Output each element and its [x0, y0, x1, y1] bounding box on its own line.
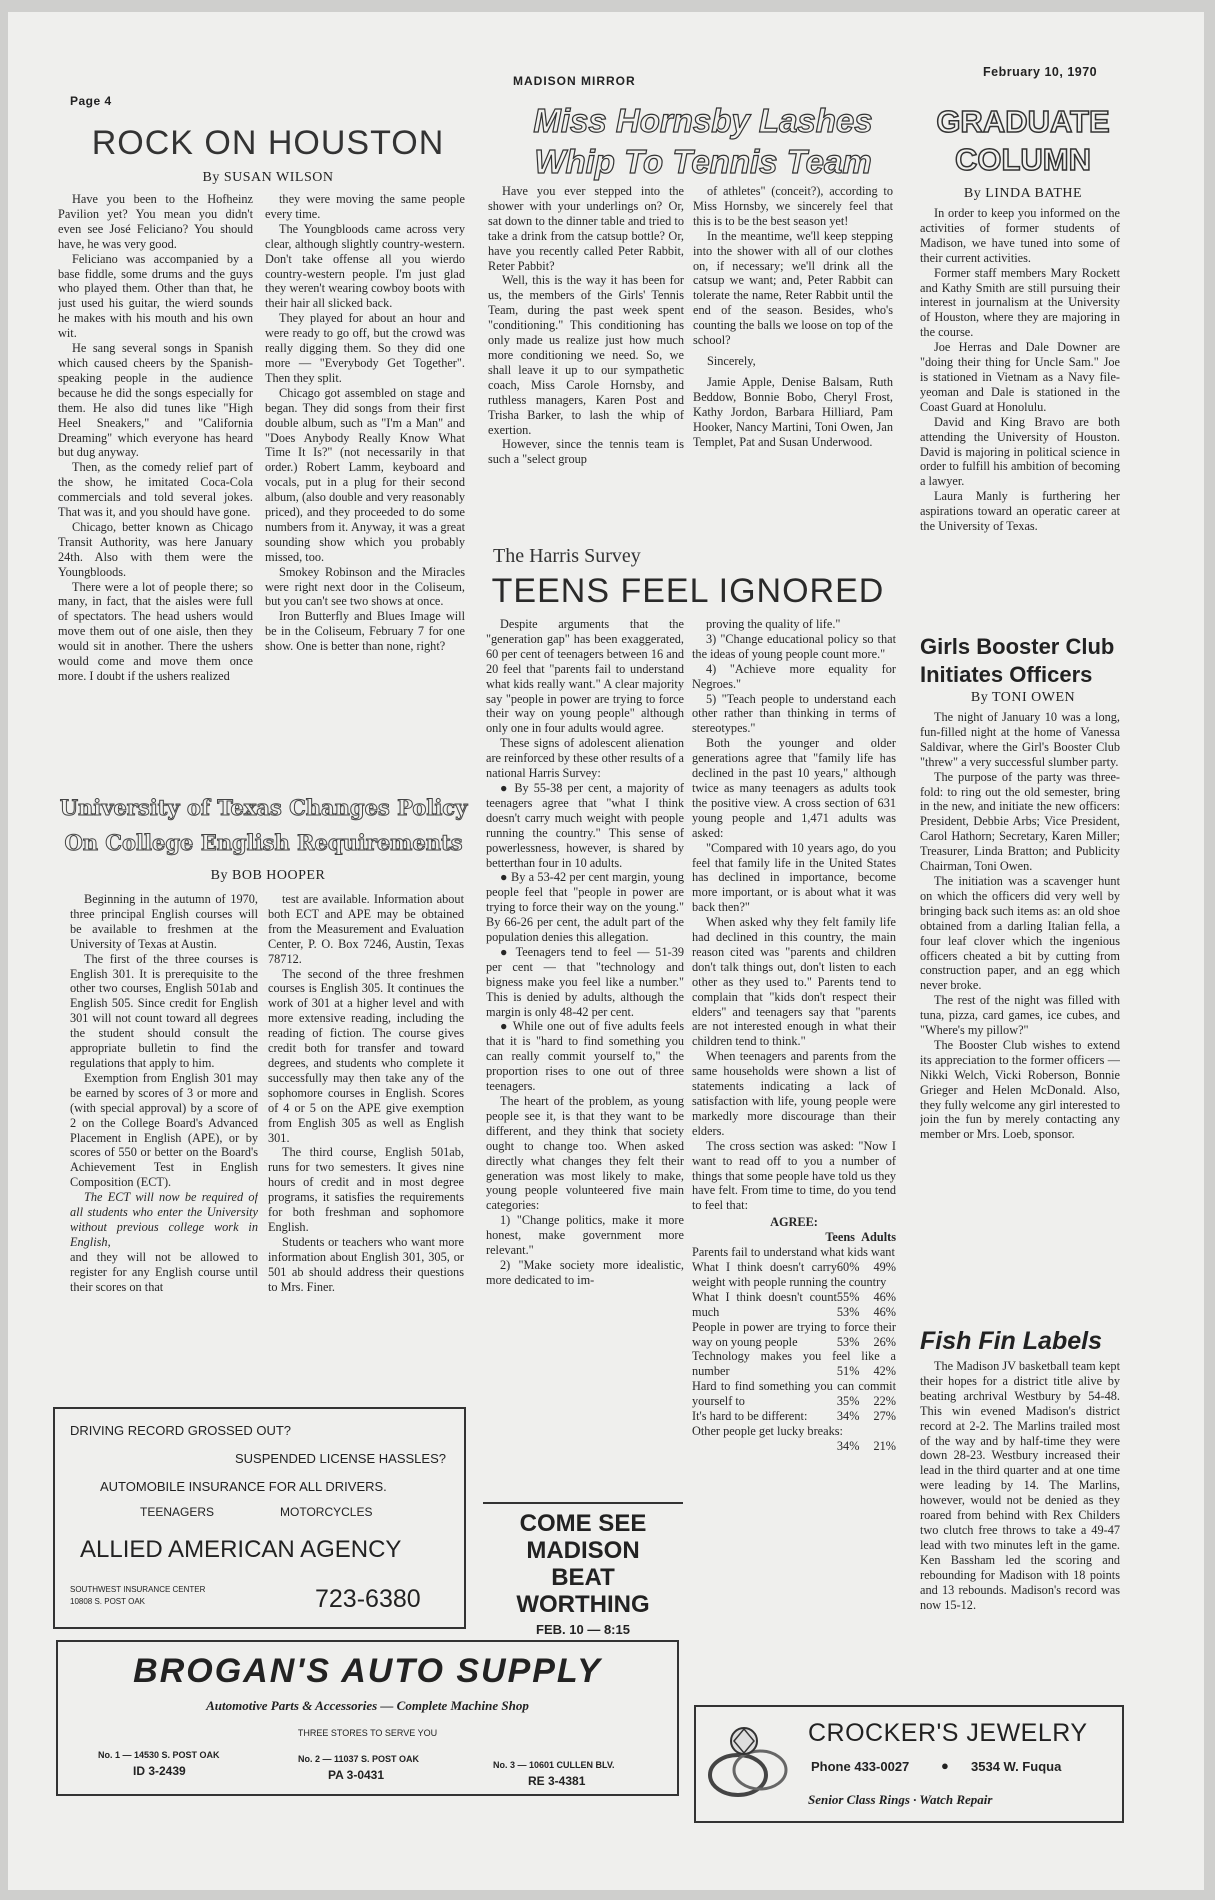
brogans-store-3: No. 3 — 10601 CULLEN BLV. — [493, 1760, 615, 1770]
harris-headline: TEENS FEEL IGNORED — [491, 572, 885, 610]
paragraph: 2) "Make society more idealistic, more dedicated to im- — [486, 1257, 684, 1287]
rock-column-1 — [58, 192, 253, 779]
survey-item: Parents fail to understand what kids want — [692, 1245, 895, 1260]
paragraph: The Booster Club wishes to extend its appreciation to the former officers — Nikki Welch, Vicki Roberson, Bonnie Grieger and Helen McDonald. Also, they fully welcome any girl interested to join the fun by merely contacting any member or Mrs. Loeb, sponsor. — [920, 1037, 1120, 1142]
paragraph: The first of the three courses is English 301. It is prerequisite to the other two courses, English 501ab and English 505. Since credit for English 301 will not count toward all degrees the student should consult the appropriate bulletin to find the regulations that apply to him. — [70, 951, 258, 1070]
beat-date: FEB. 10 — 8:15 — [536, 1622, 630, 1637]
survey-row — [692, 1379, 896, 1409]
paragraph: The rest of the night was filled with tuna, pizza, card games, ice cubes, and "Where's my pillow?" — [920, 993, 1120, 1038]
paragraph: Iron Butterfly and Blues Image will be in the Coliseum, February 7 for one show. One is better than none, right? — [265, 609, 465, 654]
survey-values — [837, 1409, 896, 1424]
paragraph: ● By 55-38 per cent, a majority of teenagers agree that "what I think doesn't carry much weight with people running the country." This sense of powerlessness, however, is shared by betterthan four in 10 adults. — [486, 780, 684, 870]
girls-headline-line1: Girls Booster Club — [920, 634, 1115, 659]
survey-adults-value: 49% — [873, 1259, 896, 1274]
survey-teens-value: 35% — [836, 1394, 860, 1409]
rock-column-2 — [265, 192, 465, 779]
tennis-signers: Jamie Apple, Denise Balsam, Ruth Beddow, Bonnie Bobo, Cheryl Frost, Kathy Jordon, Barbara Hilliard, Pam Hooker, Nancy Martini, Toni Owen, Jan Templet, Pat and Susan Underwood. — [693, 374, 893, 449]
beat-line-1: COME SEE — [519, 1510, 647, 1537]
allied-line-4b: MOTORCYCLES — [280, 1505, 373, 1519]
survey-values — [837, 1439, 896, 1454]
paragraph: They played for about an hour and were ready to go off, but the crowd was really digging them. So they did one more — "Everybody Get Together". Then they split. — [265, 311, 465, 385]
brogans-stores: THREE STORES TO SERVE YOU — [297, 1728, 438, 1738]
paragraph: The cross section was asked: "Now I want to read off to you a number of things that some people have told us they have felt. From time to time, do you tend to feel that: — [692, 1138, 896, 1213]
survey-values — [837, 1335, 896, 1350]
paragraph: The initiation was a scavenger hunt on which the officers did very well by bringing back such items as: an old shoe obtained from a darling Italian fella, a four leaf clover which the ingenious officers cheated a bit by cutting from construction paper, and an egg which never broke. — [920, 873, 1120, 993]
paragraph: David and King Bravo are both attending the University of Houston. David is majoring in political science in order to fulfill his ambition of becoming a lawyer. — [920, 414, 1120, 489]
ring-icon — [702, 1715, 794, 1815]
harris-table — [692, 1230, 896, 1453]
tennis-column-1 — [488, 184, 684, 529]
tennis-headline-line1: Miss Hornsby Lashes — [533, 102, 873, 139]
fish-headline: Fish Fin Labels — [920, 1327, 1102, 1355]
survey-row — [692, 1409, 896, 1424]
crockers-phone: Phone 433-0027 — [811, 1759, 910, 1774]
allied-address-2: 10808 S. POST OAK — [70, 1597, 146, 1606]
paragraph: Both the younger and older generations agree that "family life has declined in the past 10 years," although twice as many teenagers as adults took the positive view. A cross section of 631 young people and 1,471 adults was asked: — [692, 736, 896, 840]
paragraph: Laura Manly is furthering her aspirations toward an operatic career at the University of Texas. — [920, 489, 1120, 534]
ut-italic-note: The ECT will now be required of all students who enter the University without previous college work in English, — [70, 1190, 258, 1249]
brogans-store-2-phone: PA 3-0431 — [328, 1768, 385, 1782]
allied-agency-ad — [53, 1407, 466, 1629]
allied-line-3: AUTOMOBILE INSURANCE FOR ALL DRIVERS. — [100, 1479, 387, 1494]
newspaper-page — [8, 12, 1204, 1890]
brogans-tagline: Automotive Parts & Accessories — Complete Machine Shop — [206, 1698, 529, 1713]
survey-adults-value: 21% — [873, 1438, 896, 1453]
harris-column-1 — [486, 617, 684, 1492]
survey-teens-value: 34% — [836, 1438, 860, 1453]
paragraph: The purpose of the party was three-fold: to ring out the old semester, bring in the new, and initiate the new officers: President, Debbie Arbs; Vice President, Carol Hathorn; Secretary, Karen Miller; Treasurer, Linda Bratton; and Publicity Chairman, Toni Owen. — [920, 769, 1120, 874]
paragraph: There were a lot of people there; so many, in fact, that the aisles were full of spectators. The head ushers would move them out of one aisle, then they would sit in another. There the ushers would come and move them once more. I doubt if the ushers realized — [58, 579, 253, 683]
paragraph: The third course, English 501ab, runs for two semesters. It gives nine hours of credit and in most degree programs, it satisfies the requirements for both freshman and sophomore English. — [268, 1145, 464, 1234]
survey-adults-value: 27% — [873, 1409, 896, 1424]
girls-byline: By TONI OWEN — [970, 690, 1076, 705]
paragraph: Beginning in the autumn of 1970, three principal English courses will be available to freshmen at the University of Texas at Austin. — [70, 892, 258, 951]
ut-headline-line2: On College English Requirements — [64, 830, 463, 855]
survey-teens-value: 53% — [836, 1304, 860, 1319]
paragraph: Smokey Robinson and the Miracles were right next door in the Coliseum, but you can't see two shows at once. — [265, 564, 465, 609]
survey-adults-value: 22% — [873, 1394, 896, 1409]
survey-teens-value: 34% — [836, 1409, 860, 1424]
tennis-sincerely: Sincerely, — [707, 353, 756, 368]
crockers-name: CROCKER'S JEWELRY — [808, 1719, 1088, 1747]
ut-byline: By BOB HOOPER — [210, 868, 326, 883]
survey-teens-value: 60% — [836, 1259, 860, 1274]
paragraph: "Compared with 10 years ago, do you feel that family life in the United States has declined in importance, become more important, or is about what it was back then?" — [692, 840, 896, 915]
survey-row — [692, 1349, 896, 1379]
paragraph: When teenagers and parents from the same households were shown a list of statements indicating a lack of satisfaction with life, young people were markedly more discourage than their elders. — [692, 1049, 896, 1138]
paragraph: ● Teenagers tend to feel — 51-39 per cent — that "technology and bigness make you feel like a number." This is denied by adults, although the margin is only 48-42 per cent. — [486, 944, 684, 1019]
beat-worthing-ad — [483, 1502, 683, 1642]
crockers-jewelry-ad — [694, 1705, 1124, 1823]
survey-item: Other people get lucky breaks: — [692, 1423, 843, 1438]
paragraph: Chicago got assembled on stage and began. They did songs from their first double album, such as "I'm a Man" and "Does Anybody Really Know What Time It Is?" (not necessarily in that order.) Robert Lamm, keyboard and vocals, put in a plug for their second album, (also double and very reasonably priced), and they proceeded to do some numbers from it. Anyway, it was a great sounding show which you probably missed, too. — [265, 385, 465, 564]
paragraph: 1) "Change politics, make it more honest, make government more relevant." — [486, 1213, 684, 1258]
beat-line-2: MADISON — [526, 1537, 640, 1564]
ut-column-1-end: and they will not be allowed to register for any English course until their scores on that — [70, 1249, 258, 1294]
paragraph: Joe Herras and Dale Downer are "doing their thing for Uncle Sam." Joe is stationed in Vietnam as a Navy file-yeoman and Dale is stationed in the Coast Guard at Honolulu. — [920, 340, 1120, 414]
paragraph: In the meantime, we'll keep stepping into the shower with all of our clothes on, if necessary; we'll drink all the catsup we want; and, Peter Rabbit can tolerate the name, Reter Rabbit until the end of the season. Besides, who's counting the balls we loose on top of the school? — [693, 228, 893, 348]
survey-row — [692, 1290, 896, 1320]
paragraph: 5) "Teach people to understand each other rather than thinking in terms of stereotypes." — [692, 691, 896, 736]
ut-column-2 — [268, 892, 464, 1400]
survey-teens-value: 51% — [836, 1364, 860, 1379]
girls-body — [920, 710, 1120, 1318]
rock-byline: By SUSAN WILSON — [202, 170, 334, 185]
survey-row — [692, 1423, 896, 1453]
paragraph: Then, as the comedy relief part of the show, he imitated Coca-Cola commercials and told several jokes. That was it, and you should have gone. — [58, 460, 253, 520]
paragraph: ● While one out of five adults feels that it is "hard to find something you can really commit yourself to," the proportion rises to one out of three teenagers. — [486, 1019, 684, 1094]
allied-address-1: SOUTHWEST INSURANCE CENTER — [70, 1585, 206, 1594]
paragraph: Exemption from English 301 may be earned by scores of 3 or more and (with special approval) by a score of 2 on the College Board's Advanced Placement in English (APE), or by scores of 550 or better on the Board's Achievement Test in English Composition (ECT). — [70, 1070, 258, 1190]
girls-headline-line2: Initiates Officers — [920, 662, 1093, 687]
paragraph: The Madison JV basketball team kept their hopes for a district title alive by beating archrival Westbury by 54-48. This win evened Madison's district record at 2-2. The Marlins trailed most of the way and by half-time they were down 28-23. Westbury increased their lead in the third quarter and at one time were leading by 14. The Marlins, however, would not be denied as they roared from behind with Rex Childers two clutch free throws to take a 49-47 lead with two minutes left in the game. Ken Bassham led the scoring and rebounding for Madison with 18 points and 13 rebounds. Madison's record was now 15-12. — [920, 1359, 1120, 1612]
survey-adults-value: 46% — [873, 1304, 896, 1319]
paragraph: Former staff members Mary Rockett and Kathy Smith are still pursuing their interest in journalism at the University of Houston, where they are majoring in the course. — [920, 265, 1120, 340]
paragraph: proving the quality of life." — [706, 617, 841, 631]
tennis-column-2 — [693, 184, 893, 529]
survey-item: People in power are trying to force their way on young people — [692, 1319, 896, 1349]
paragraph: However, since the tennis team is such a "select group — [488, 437, 684, 467]
paragraph: He sang several songs in Spanish which caused cheers by the Spanish-speaking people in the audience because he did the songs especially for them. He also did tunes like "High Heel Sneakers," and "California Dreaming" which everyone has heard but dug anyway. — [58, 341, 253, 460]
survey-teens-value: 55% — [836, 1289, 860, 1304]
harris-adults-header: Adults — [861, 1230, 896, 1245]
paragraph: Chicago, better known as Chicago Transit Authority, was here January 24th. Also with them were the Youngbloods. — [58, 519, 253, 579]
harris-agree: AGREE: — [770, 1215, 818, 1230]
harris-table-header — [692, 1230, 896, 1245]
survey-values — [837, 1394, 896, 1409]
ut-column-1 — [70, 892, 258, 1400]
grad-headline-line1: GRADUATE — [936, 104, 1110, 139]
allied-phone: 723-6380 — [315, 1585, 421, 1613]
survey-values — [837, 1364, 896, 1379]
brogans-store-3-phone: RE 3-4381 — [528, 1774, 586, 1788]
page-number: Page 4 — [70, 94, 112, 108]
grad-body — [920, 206, 1120, 624]
paragraph: 3) "Change educational policy so that the ideas of young people count more." — [692, 631, 896, 661]
survey-teens-value: 53% — [836, 1334, 860, 1349]
brogans-name: BROGAN'S AUTO SUPPLY — [133, 1652, 602, 1690]
survey-adults-value: 42% — [873, 1364, 896, 1379]
survey-values — [837, 1305, 896, 1320]
survey-row — [692, 1320, 896, 1350]
survey-item: What I think doesn't count much — [692, 1289, 837, 1319]
paragraph: of athletes" (conceit?), according to Miss Hornsby, we sincerely feel that this is to be the best season yet! — [693, 184, 893, 228]
paragraph: These signs of adolescent alienation are reinforced by these other results of a national Harris Survey: — [486, 736, 684, 781]
paragraph: Well, this is the way it has been for us, the members of the Girls' Tennis Team, during the past week spent "conditioning." This conditioning has only made us realize just how much more conditioning we need. So, we shall leave it up to our sympathetic coach, Miss Carole Hornsby, and ruthless managers, Karen Post and Trisha Barker, to lash the whip of exertion. — [488, 273, 684, 437]
paragraph: Students or teachers who want more information about English 301, 305, or 501 ab should address their questions to Mrs. Finer. — [268, 1234, 464, 1294]
harris-column-2 — [692, 617, 896, 1707]
survey-item: What I think doesn't carry weight with people running the country — [692, 1259, 887, 1289]
brogans-store-1: No. 1 — 14530 S. POST OAK — [98, 1750, 220, 1760]
paragraph: Have you been to the Hofheinz Pavilion yet? You mean you didn't even see José Feliciano? You should have, he was very good. — [58, 192, 253, 251]
survey-item: Technology makes you feel like a number — [692, 1349, 896, 1379]
paragraph: The night of January 10 was a long, fun-filled night at the home of Vanessa Saldivar, where the Girl's Booster Club "threw" a very successful slumber party. — [920, 710, 1120, 769]
paragraph: Have you ever stepped into the shower with your underlings on? Or, sat down to the dinner table and tried to take a drink from the catsup bottle? Or, have you recently called Peter Rabbit, Reter Pabbit? — [488, 184, 684, 273]
paragraph: In order to keep you informed on the activities of former students of Madison, we have tuned into some of their current activities. — [920, 206, 1120, 265]
paragraph: Feliciano was accompanied by a base fiddle, some drums and the guys who played them. Other than that, he just used his guitar, the wierd sounds he makes with his mouth and his own wit. — [58, 251, 253, 341]
paragraph: ● By a 53-42 per cent margin, young people feel that "people in power are trying to force their way on the young." By 66-26 per cent, the adult part of the population denies this allegation. — [486, 870, 684, 945]
grad-byline: By LINDA BATHE — [963, 186, 1083, 201]
paragraph: test are available. Information about both ECT and APE may be obtained from the Measurement and Evaluation Center, P. O. Box 7246, Austin, Texas 78712. — [268, 892, 464, 966]
fish-body — [920, 1359, 1120, 1704]
brogans-auto-ad — [56, 1640, 679, 1796]
crockers-address: 3534 W. Fuqua — [971, 1759, 1062, 1774]
rock-headline: ROCK ON HOUSTON — [91, 124, 445, 162]
beat-line-3: BEAT — [551, 1564, 615, 1591]
harris-kicker: The Harris Survey — [493, 545, 641, 567]
survey-item: Hard to find something you can commit yourself to — [692, 1379, 896, 1409]
crockers-bullet: ● — [941, 1758, 949, 1773]
newspaper-name: MADISON MIRROR — [513, 74, 636, 88]
tennis-headline-line2: Whip To Tennis Team — [534, 143, 872, 180]
paragraph: The Youngbloods came across very clear, although slightly country-western. Don't take offense all you wierdo country-western people. I'm just glad they weren't wearing cowboy boots with their hair all slicked back. — [265, 221, 465, 311]
allied-name: ALLIED AMERICAN AGENCY — [80, 1536, 402, 1563]
crockers-tagline: Senior Class Rings · Watch Repair — [808, 1792, 993, 1807]
issue-date: February 10, 1970 — [983, 65, 1098, 79]
paragraph: When asked why they felt family life had declined in this country, the main reason cited was "parents and children don't talk things out, don't listen to each other as they used to." Parents tend to complain that "kids don't respect their elders" and teenagers say that "parents are not interested enough in what their children tend to think." — [692, 915, 896, 1049]
paragraph: 4) "Achieve more equality for Negroes." — [692, 661, 896, 691]
brogans-store-1-phone: ID 3-2439 — [133, 1764, 186, 1778]
beat-line-4: WORTHING — [516, 1591, 650, 1618]
ut-headline-line1: University of Texas Changes Policy — [59, 795, 468, 820]
allied-line-2: SUSPENDED LICENSE HASSLES? — [235, 1451, 446, 1466]
paragraph: The second of the three freshmen courses is English 305. It continues the work of 301 at a higher level and with more extensive reading, including the reading of fiction. The course gives credit both for transfer and toward degrees, and students who complete it successfully may then take any of the sophomore courses in English. Scores of 4 or 5 on the APE give exemption from English 305 as well as English 301. — [268, 966, 464, 1145]
allied-line-4a: TEENAGERS — [140, 1505, 215, 1519]
survey-adults-value: 26% — [873, 1334, 896, 1349]
allied-line-1: DRIVING RECORD GROSSED OUT? — [70, 1423, 292, 1438]
paragraph: The heart of the problem, as young people see it, is that they want to be different, and they think that society ought to change too. When asked directly what changes they felt their generation was most likely to make, young people volunteered five main categories: — [486, 1094, 684, 1213]
survey-adults-value: 46% — [873, 1289, 896, 1304]
survey-item: It's hard to be different: — [692, 1409, 808, 1424]
grad-headline-line2: COLUMN — [954, 142, 1092, 177]
paragraph: Despite arguments that the "generation gap" has been exaggerated, 60 per cent of teenagers between 16 and 20 feel that "parents fail to understand what kids really want." A clear majority say "people in power are trying to force their way on young people" although only one in four adults would agree. — [486, 617, 684, 736]
paragraph: they were moving the same people every time. — [265, 192, 465, 221]
harris-teens-header: Teens — [825, 1230, 855, 1245]
brogans-store-2: No. 2 — 11037 S. POST OAK — [298, 1754, 420, 1764]
